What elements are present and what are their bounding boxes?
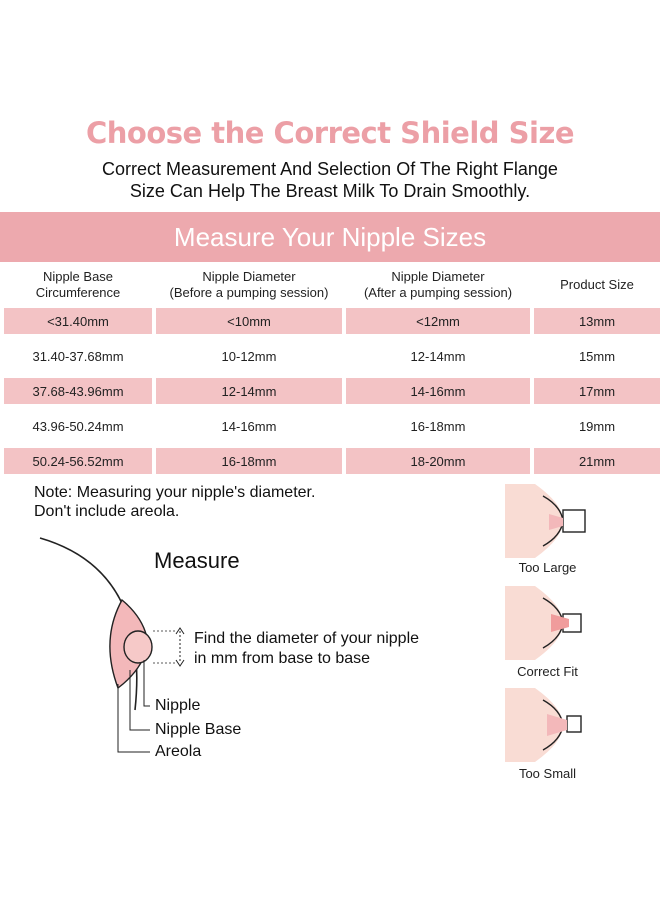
- measure-heading: Measure: [154, 548, 240, 573]
- page-title: Choose the Correct Shield Size: [85, 116, 574, 150]
- table-cell: 15mm: [534, 336, 660, 376]
- table-cell: <10mm: [156, 308, 342, 334]
- table-cell: 31.40-37.68mm: [4, 336, 152, 376]
- table-cell: 14-16mm: [156, 406, 342, 446]
- header-product-size: [534, 264, 660, 306]
- too-small-label: Too Small: [518, 766, 577, 781]
- table-cell: 16-18mm: [156, 448, 342, 474]
- table-header-row: [4, 264, 660, 306]
- find-diameter-line-2: in mm from base to base: [194, 650, 371, 667]
- header-after-line-2: (After a pumping session): [363, 285, 513, 300]
- header-base-circumference: [4, 264, 152, 306]
- too-large-flange-icon: [505, 484, 589, 558]
- table-cell: <31.40mm: [4, 308, 152, 334]
- header-diameter-before: [156, 264, 342, 306]
- header-base-line-2: Circumference: [35, 285, 121, 300]
- table-row: [4, 308, 660, 334]
- table-cell: 14-16mm: [346, 378, 530, 404]
- too-small-flange-icon: [505, 688, 589, 762]
- table-cell: 13mm: [534, 308, 660, 334]
- table-cell: <12mm: [346, 308, 530, 334]
- header-before-line-2: (Before a pumping session): [169, 285, 329, 300]
- table-cell: 18-20mm: [346, 448, 530, 474]
- table-row: [4, 406, 660, 446]
- label-nipple-base: Nipple Base: [155, 721, 242, 738]
- size-table: [0, 262, 660, 476]
- header-product-line-1: Product Size: [560, 277, 634, 292]
- label-nipple: Nipple: [155, 697, 201, 714]
- subtitle-line-1: Correct Measurement And Selection Of The Right Flange: [102, 159, 558, 179]
- find-diameter-line-1: Find the diameter of your nipple: [194, 630, 420, 647]
- table-cell: 12-14mm: [156, 378, 342, 404]
- table-cell: 50.24-56.52mm: [4, 448, 152, 474]
- table-row: [4, 336, 660, 376]
- table-cell: 19mm: [534, 406, 660, 446]
- note-line-1: Note: Measuring your nipple's diameter.: [34, 484, 316, 501]
- table-row: [4, 378, 660, 404]
- table-cell: 37.68-43.96mm: [4, 378, 152, 404]
- correct-fit-label: Correct Fit: [517, 664, 578, 679]
- section-banner: Measure Your Nipple Sizes: [0, 212, 660, 262]
- note-line-2: Don't include areola.: [34, 503, 180, 520]
- table-cell: 17mm: [534, 378, 660, 404]
- header-base-line-1: Nipple Base: [42, 269, 114, 284]
- header-diameter-after: [346, 264, 530, 306]
- too-large-label: Too Large: [518, 560, 577, 575]
- table-cell: 10-12mm: [156, 336, 342, 376]
- table-cell: 16-18mm: [346, 406, 530, 446]
- table-cell: 21mm: [534, 448, 660, 474]
- table-cell: 43.96-50.24mm: [4, 406, 152, 446]
- label-areola: Areola: [155, 743, 202, 760]
- table-cell: 12-14mm: [346, 336, 530, 376]
- correct-fit-flange-icon: [505, 586, 589, 660]
- subtitle-line-2: Size Can Help The Breast Milk To Drain Smoothly.: [129, 181, 531, 201]
- header-after-line-1: Nipple Diameter: [391, 269, 485, 284]
- table-row: [4, 448, 660, 474]
- header-before-line-1: Nipple Diameter: [202, 269, 296, 284]
